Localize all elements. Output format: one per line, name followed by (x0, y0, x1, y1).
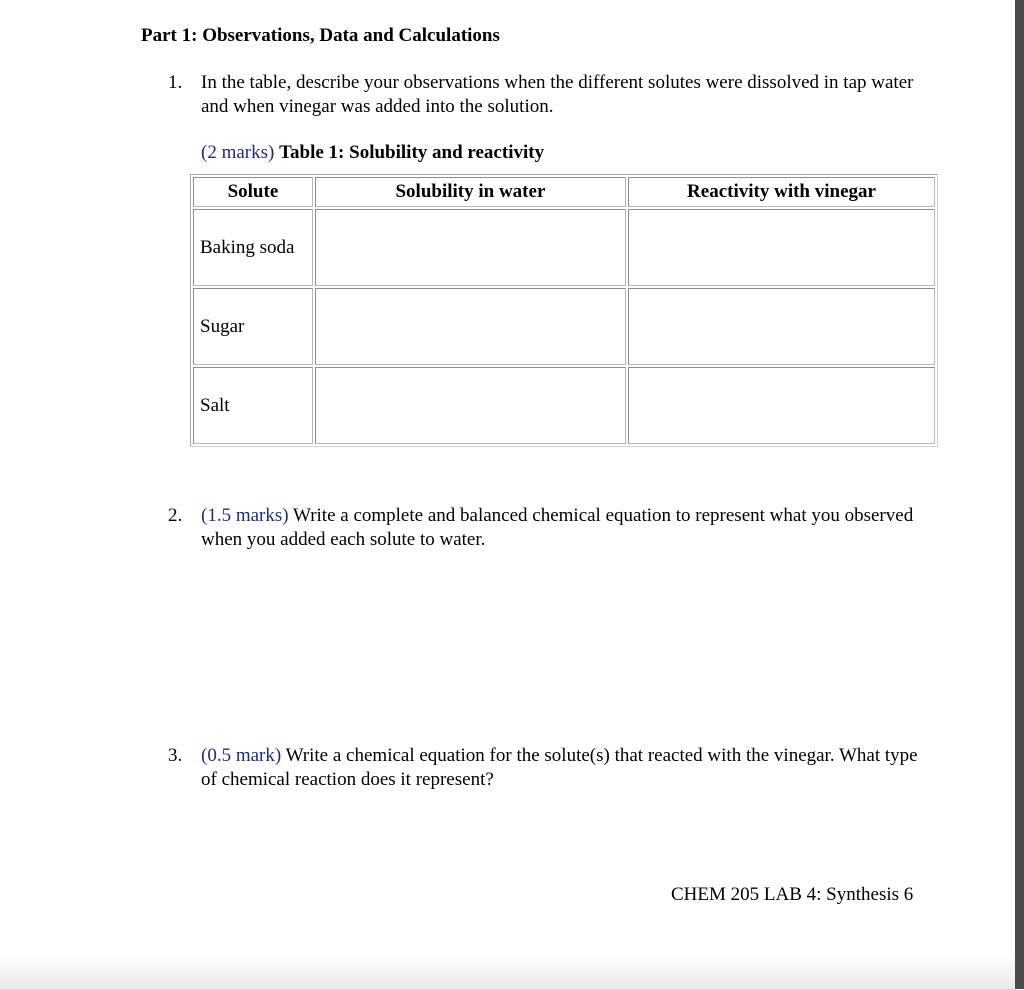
question-2-number: 2. (168, 505, 183, 526)
cell-solubility[interactable] (315, 288, 626, 365)
cell-solute: Sugar (193, 288, 313, 365)
cell-reactivity[interactable] (628, 288, 935, 365)
section-heading: Part 1: Observations, Data and Calculations (141, 25, 500, 46)
cell-solubility[interactable] (315, 367, 626, 444)
cell-solubility[interactable] (315, 209, 626, 286)
table-row (193, 367, 935, 444)
table-row (193, 288, 935, 365)
cell-solute: Baking soda (193, 209, 313, 286)
question-3-number: 3. (168, 745, 183, 766)
header-solute: Solute (193, 177, 313, 207)
solubility-table (190, 174, 938, 447)
cell-reactivity[interactable] (628, 209, 935, 286)
question-3-marks: (0.5 mark) (201, 745, 282, 766)
table-header-row (193, 177, 935, 207)
document-edge (1015, 0, 1024, 989)
table-row (193, 209, 935, 286)
question-2-text (201, 504, 936, 552)
cell-solute: Salt (193, 367, 313, 444)
cell-reactivity[interactable] (628, 367, 935, 444)
table-marks: (2 marks) (201, 142, 275, 163)
page-bottom-shadow (0, 952, 1015, 990)
question-1-text: In the table, describe your observations when the different solutes were dissolved in tap water and when vinegar was added into the solution. (201, 72, 914, 117)
question-2-body: Write a complete and balanced chemical equation to represent what you observed when you added each solute to water. (201, 505, 914, 550)
question-1-number: 1. (168, 72, 183, 93)
question-2-marks: (1.5 marks) (201, 505, 289, 526)
table-title: Table 1: Solubility and reactivity (279, 142, 545, 163)
question-3-body: Write a chemical equation for the solute(s) that reacted with the vinegar. What type of chemical reaction does it represent? (201, 745, 918, 790)
page-footer: CHEM 205 LAB 4: Synthesis 6 (671, 884, 914, 905)
question-3-text (201, 744, 936, 792)
table-caption (201, 141, 544, 165)
header-solubility: Solubility in water (315, 177, 626, 207)
header-reactivity: Reactivity with vinegar (628, 177, 935, 207)
